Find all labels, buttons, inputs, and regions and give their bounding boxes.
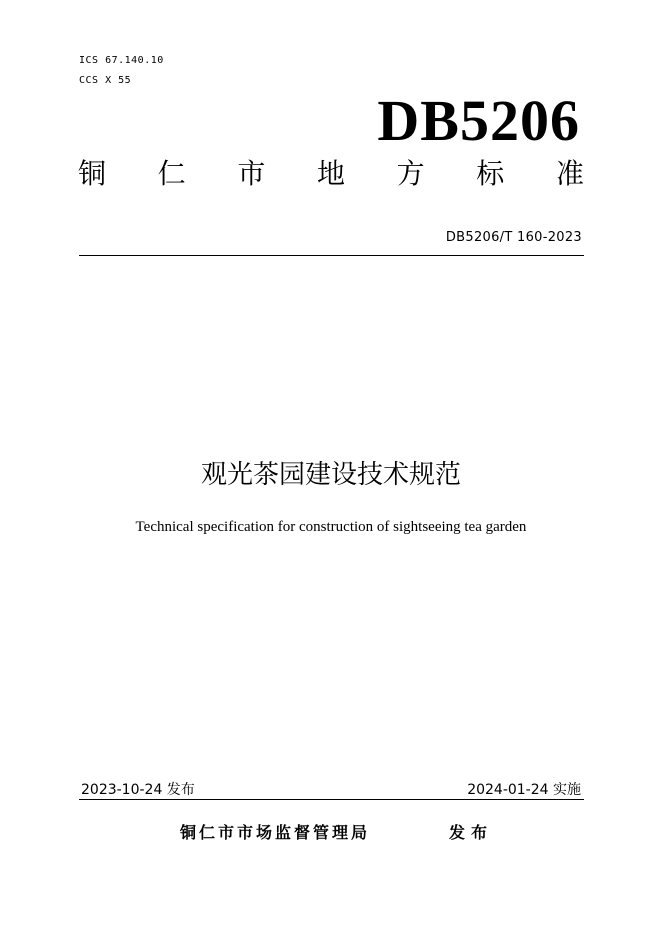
publish-date: 2023-10-24 发布 [81,782,195,798]
standard-number: DB5206/T 160-2023 [445,230,582,245]
authority-char: 仁 [157,157,186,190]
document-title: 观光茶园建设技术规范 [200,460,461,490]
authority-char: 标 [476,157,505,190]
authority-char: 铜 [78,157,107,190]
authority-char: 方 [396,157,425,190]
authority-char: 准 [555,157,584,190]
issuing-authority: 铜仁市市场监督管理局 [180,823,371,842]
ccs-code: CCS X 55 [79,75,132,86]
authority-char: 市 [237,157,266,190]
footer-divider [79,799,584,800]
implement-date: 2024-01-24 实施 [467,782,581,798]
issue-label: 发布 [449,823,494,842]
authority-char: 地 [316,157,345,190]
header-divider [79,255,584,256]
document-title-english: Technical specification for construction of sightseeing tea garden [135,519,527,535]
standard-authority [78,157,584,190]
ics-code: ICS 67.140.10 [79,55,164,66]
standard-code: DB5206 [377,88,580,153]
